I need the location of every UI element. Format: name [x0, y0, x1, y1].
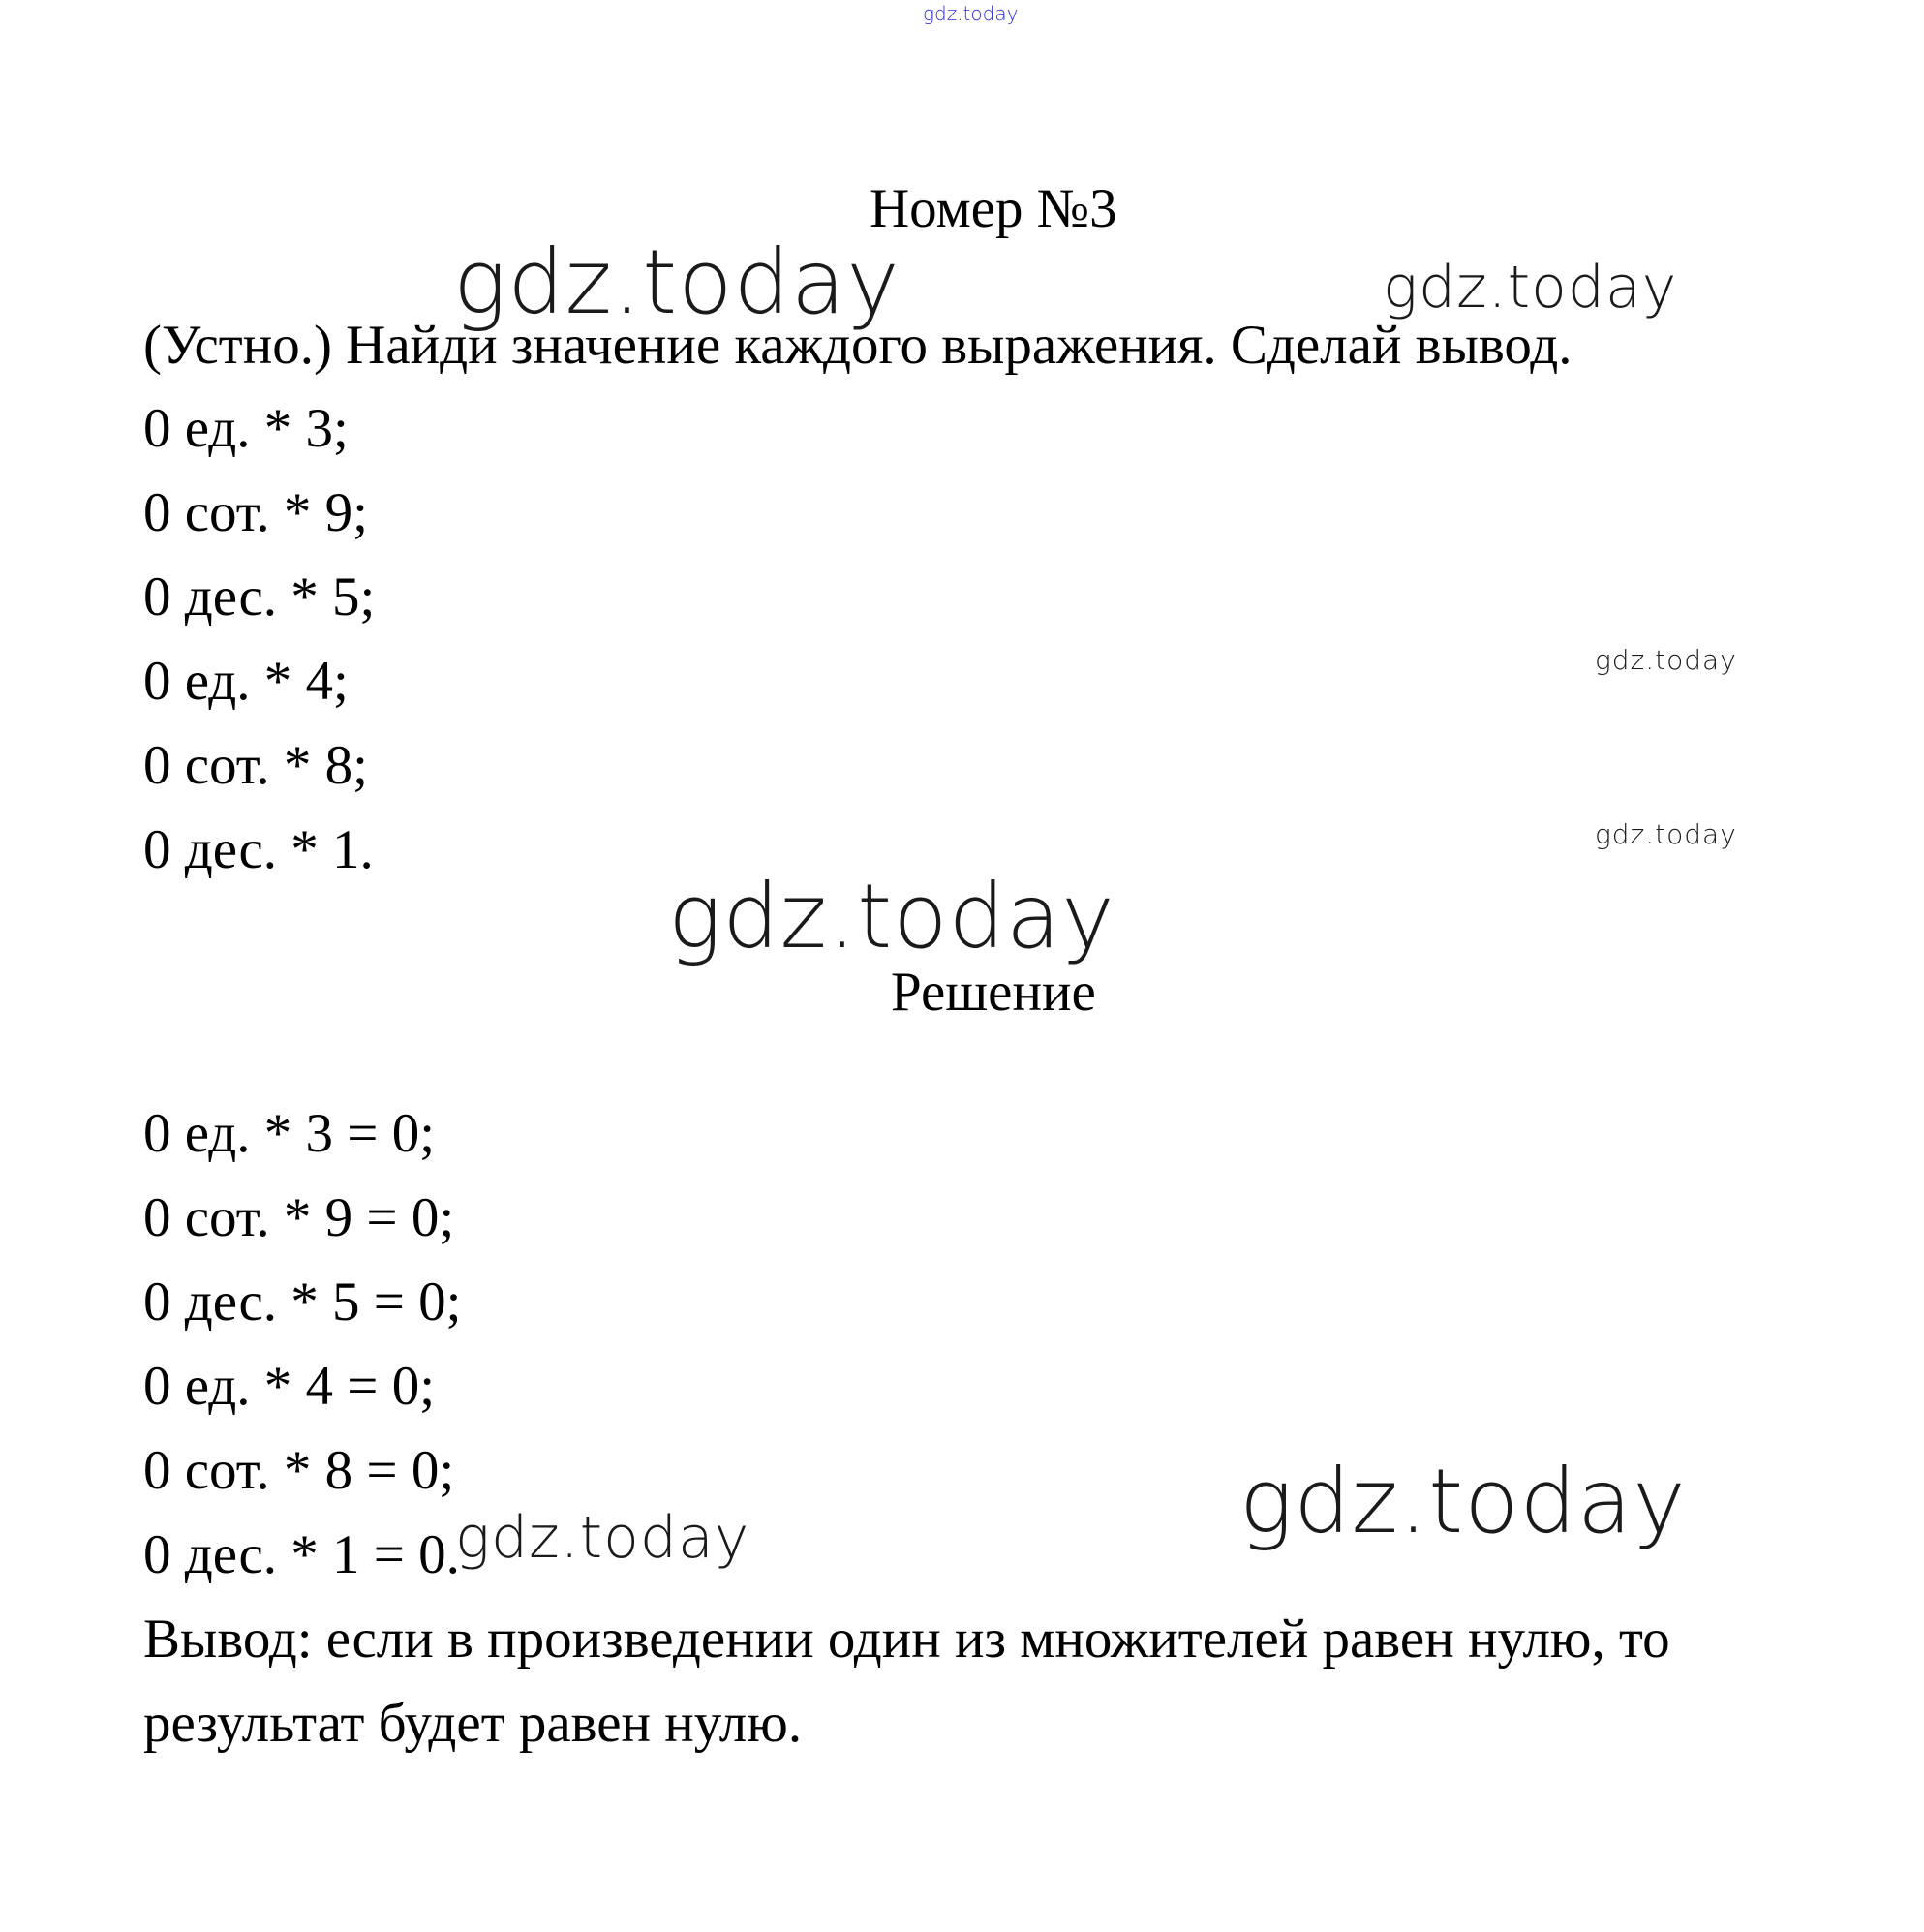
solution-result: 0 дес. * 5 = 0; [143, 1272, 462, 1333]
task-expression: 0 сот. * 8; [143, 735, 369, 796]
watermark-small: gdz.today [1595, 644, 1737, 676]
task-expression: 0 дес. * 1. [143, 819, 374, 880]
task-expression: 0 сот. * 9; [143, 482, 369, 543]
task-expression: 0 ед. * 3; [143, 398, 349, 459]
solution-result: 0 сот. * 9 = 0; [143, 1187, 455, 1248]
solution-result: 0 сот. * 8 = 0; [143, 1440, 455, 1501]
solution-heading: Решение [891, 962, 1096, 1023]
watermark-top: gdz.today [923, 2, 1019, 25]
task-expression: 0 ед. * 4; [143, 651, 349, 712]
solution-result: 0 ед. * 3 = 0; [143, 1103, 436, 1164]
watermark-medium: gdz.today [455, 1504, 750, 1572]
task-instruction: (Устно.) Найди значение каждого выражения. Сделай вывод. [143, 315, 1573, 376]
conclusion-line: Вывод: если в произведении один из множителей равен нулю, то [143, 1609, 1670, 1670]
watermark-small: gdz.today [1595, 818, 1737, 850]
solution-result: 0 ед. * 4 = 0; [143, 1356, 436, 1417]
solution-result: 0 дес. * 1 = 0. [143, 1524, 460, 1585]
conclusion-line: результат будет равен нулю. [143, 1693, 803, 1754]
watermark-large: gdz.today [668, 865, 1115, 968]
page-title: Номер №3 [870, 178, 1117, 239]
watermark-medium: gdz.today [1383, 254, 1678, 322]
watermark-large: gdz.today [453, 230, 901, 334]
task-expression: 0 дес. * 5; [143, 567, 376, 628]
watermark-large: gdz.today [1239, 1450, 1687, 1553]
